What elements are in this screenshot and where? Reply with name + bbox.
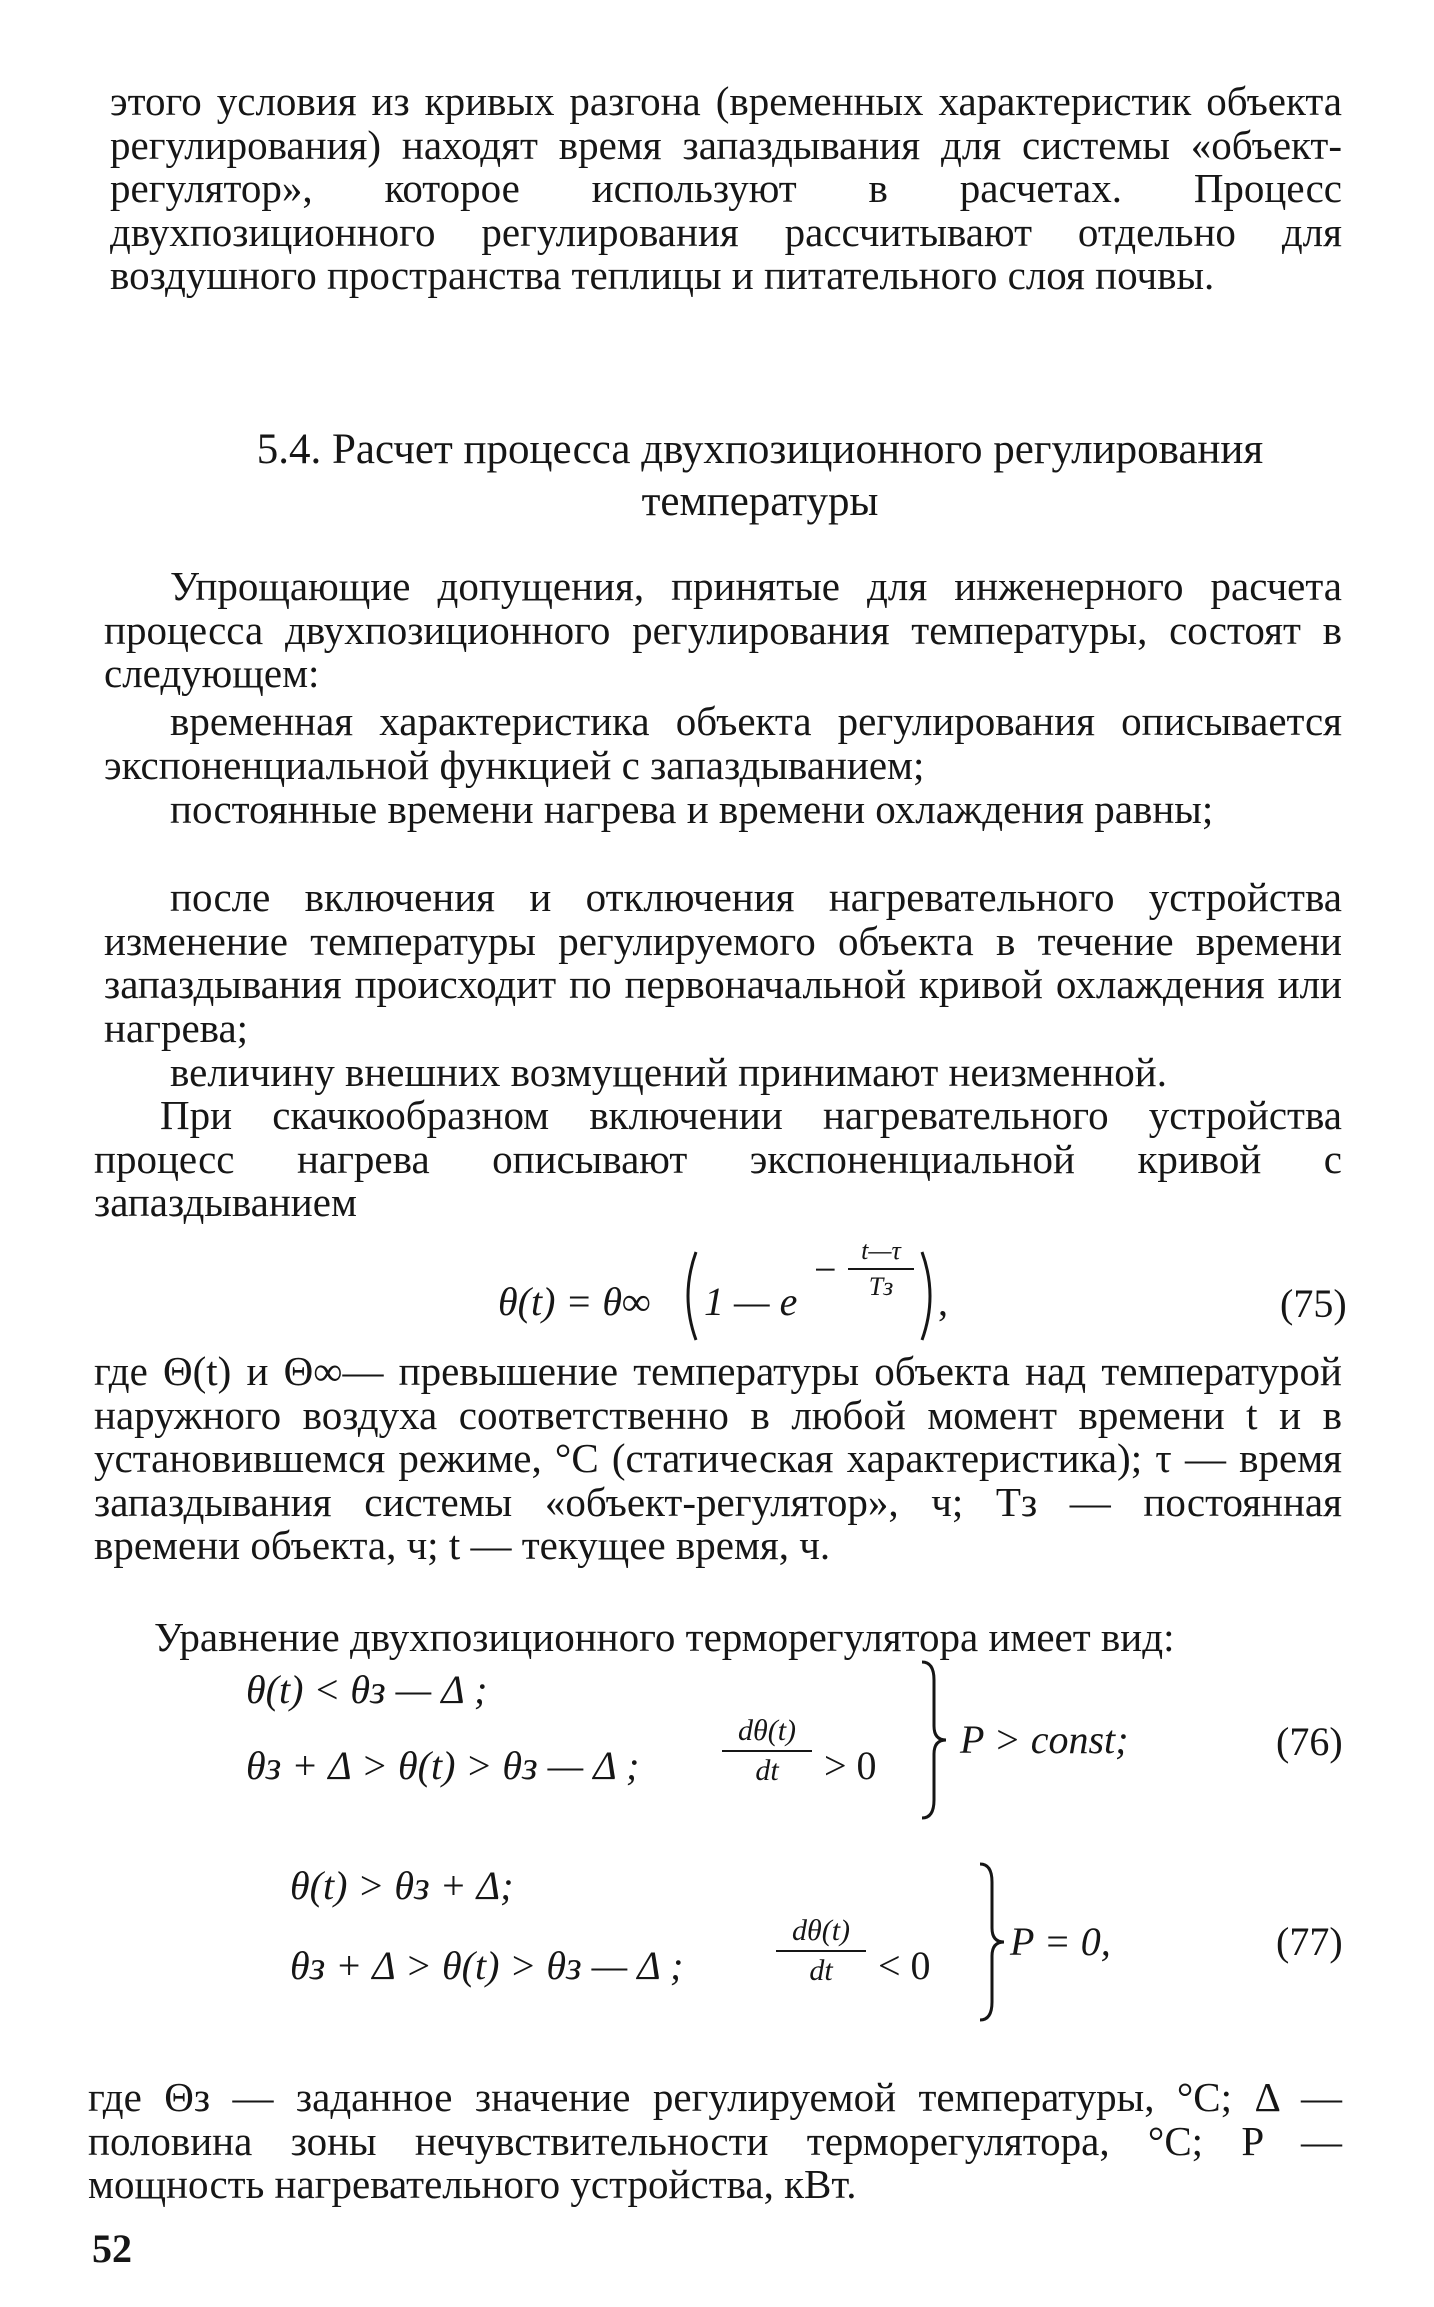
assumption-item-1: временная характеристика объекта регулирования описывается экспоненциальной функцией с запаздыванием; (104, 698, 1342, 788)
eq75-exp-den: Tз (868, 1272, 894, 1301)
eq77-compare: < 0 (878, 1943, 931, 1988)
eq76-number: (76) (1276, 1719, 1343, 1764)
regulator-paragraph: Уравнение двухпозиционного терморегулятора имеет вид: (154, 1614, 1175, 1660)
assumption-item-4: величину внешних возмущений принимают неизменной. (170, 1049, 1167, 1095)
eq75-paren-left (678, 1250, 700, 1342)
eq76-deriv-den: dt (755, 1754, 779, 1787)
eq76-line-2: θз + Δ > θ(t) > θз — Δ ; (246, 1743, 640, 1788)
heating-paragraph: При скачкообразном включении нагревательного устройства процесс нагрева описывают экспоненциальной кривой с запаздыванием (94, 1092, 1342, 1226)
eq76-derivative (722, 1714, 812, 1788)
eq75-lhs: θ(t) = θ∞ (498, 1279, 651, 1324)
eq76-deriv-num: dθ(t) (737, 1714, 797, 1747)
section-heading: 5.4. Расчет процесса двухпозиционного регулирования температуры (256, 426, 1264, 525)
assumption-item-3: после включения и отключения нагревательного устройства изменение температуры регулируемого объекта в течение времени запаздывания происходит по первоначальной кривой охлаждения или нагрева; (104, 874, 1342, 1051)
eq76-line-1: θ(t) < θз — Δ ; (246, 1667, 488, 1712)
eq75-number: (75) (1280, 1281, 1347, 1326)
intro-paragraph: этого условия из кривых разгона (временных характеристик объекта регулирования) находят время запаздывания для системы «объект-регулятор», которое используют в расчетах. Процесс двухпозиционного регулирования рассчитывают отдельно для воздушного пространства теплицы и питательного слоя почвы. (110, 78, 1342, 299)
eq76-compare: > 0 (824, 1743, 877, 1788)
where-paragraph-1: где Θ(t) и Θ∞— превышение температуры объекта над температурой наружного воздуха соответственно в любой момент времени t и в установившемся режиме, °С (статическая характеристика); τ — время запаздывания системы «объект-регулятор», ч; Tз — постоянная времени объекта, ч; t — текущее время, ч. (94, 1348, 1342, 1569)
eq75-minus: − (814, 1247, 837, 1292)
eq75-exp-num: t—τ (861, 1236, 901, 1265)
eq77-right-brace (976, 1862, 1006, 2022)
eq75-tail: , (938, 1279, 948, 1324)
eq76-deriv-bar (722, 1750, 812, 1752)
assumption-item-2: постоянные времени нагрева и времени охлаждения равны; (170, 786, 1214, 832)
eq77-line-2: θз + Δ > θ(t) > θз — Δ ; (290, 1943, 684, 1988)
eq77-deriv-num: dθ(t) (791, 1914, 851, 1947)
where-paragraph-2: где Θз — заданное значение регулируемой температуры, °С; Δ — половина зоны нечувствительности терморегулятора, °С; P — мощность нагревательного устройства, кВт. (88, 2074, 1342, 2208)
eq77-result: P = 0, (1010, 1919, 1111, 1964)
eq77-deriv-bar (776, 1950, 866, 1952)
eq77-line-1: θ(t) > θз + Δ; (290, 1863, 514, 1908)
eq75-paren-right (918, 1250, 940, 1342)
eq77-number: (77) (1276, 1919, 1343, 1964)
eq75-exponent (848, 1236, 914, 1302)
eq77-derivative (776, 1914, 866, 1988)
page-number: 52 (92, 2226, 132, 2271)
eq76-right-brace (918, 1660, 948, 1820)
eq75-body: 1 — e (704, 1279, 798, 1324)
eq75-exp-bar (848, 1268, 914, 1270)
eq76-result: P > const; (960, 1717, 1129, 1762)
eq77-deriv-den: dt (809, 1954, 833, 1987)
assumptions-paragraph: Упрощающие допущения, принятые для инженерного расчета процесса двухпозиционного регулирования температуры, состоят в следующем: (104, 563, 1342, 697)
